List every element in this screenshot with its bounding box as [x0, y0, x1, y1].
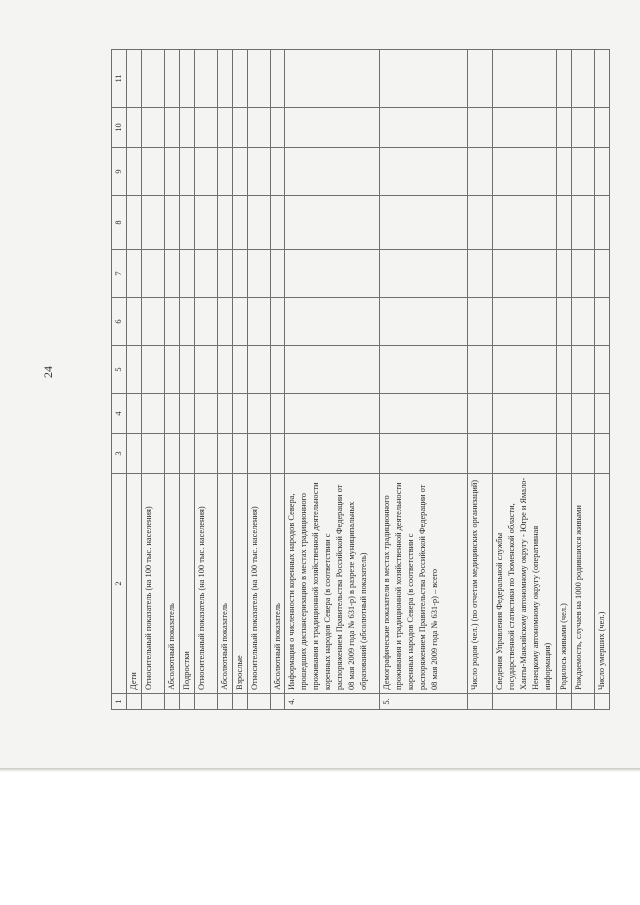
- table-row: [179, 50, 194, 710]
- data-cell: [247, 346, 270, 394]
- data-cell: [380, 298, 468, 346]
- row-label-cell: Абсолютный показатель: [164, 474, 179, 694]
- row-label-cell: Информация о численности коренных народов Севера, прошедших диспансеризацию в местах традиционного проживания и традиционной хозяйственной деятельности коренных народов Севера (в соответствии с распоряжением Правительства Российской Федерации от 08 мая 2009 года № 631-р) в разрезе муниципальных образований (абсолютный показатель): [285, 474, 380, 694]
- data-cell: [217, 298, 232, 346]
- data-cell: [232, 434, 247, 474]
- data-cell: [270, 434, 285, 474]
- data-cell: [232, 394, 247, 434]
- data-cell: [141, 434, 164, 474]
- data-cell: [468, 50, 493, 108]
- row-label-cell: Абсолютный показатель: [217, 474, 232, 694]
- column-header: 9: [112, 148, 127, 196]
- data-cell: [141, 346, 164, 394]
- data-cell: [572, 108, 595, 148]
- row-label-cell: Демографические показатели в местах традиционного проживания и традиционной хозяйственной деятельности коренных народов Севера (в соответствии с распоряжением Правительства Российской Федерации от 08 мая 2009 года № 631-р) – всего: [380, 474, 468, 694]
- data-cell: [126, 346, 141, 394]
- data-cell: [164, 148, 179, 196]
- data-cell: [164, 196, 179, 250]
- data-cell: [285, 346, 380, 394]
- table-row: [194, 50, 217, 710]
- data-cell: [247, 196, 270, 250]
- data-cell: [126, 196, 141, 250]
- table-row: [247, 50, 270, 710]
- data-cell: [595, 196, 610, 250]
- table-row: [217, 50, 232, 710]
- data-cell: [380, 50, 468, 108]
- data-cell: [179, 50, 194, 108]
- data-cell: [285, 108, 380, 148]
- table-row: [141, 50, 164, 710]
- data-cell: [468, 250, 493, 298]
- data-cell: [572, 434, 595, 474]
- data-cell: [557, 394, 572, 434]
- row-number-cell: [493, 694, 557, 710]
- table-row: [595, 50, 610, 710]
- data-cell: [126, 50, 141, 108]
- data-cell: [141, 148, 164, 196]
- data-cell: [493, 298, 557, 346]
- data-cell: [380, 434, 468, 474]
- row-label-cell: Дети: [126, 474, 141, 694]
- row-number-cell: [557, 694, 572, 710]
- data-cell: [380, 346, 468, 394]
- data-cell: [194, 50, 217, 108]
- row-label-cell: Подростки: [179, 474, 194, 694]
- data-cell: [572, 250, 595, 298]
- data-cell: [468, 298, 493, 346]
- data-cell: [194, 148, 217, 196]
- data-cell: [247, 394, 270, 434]
- data-cell: [468, 434, 493, 474]
- data-cell: [595, 394, 610, 434]
- row-label-cell: Взрослые: [232, 474, 247, 694]
- data-cell: [164, 108, 179, 148]
- data-cell: [164, 298, 179, 346]
- data-cell: [232, 298, 247, 346]
- data-cell: [557, 108, 572, 148]
- row-number-cell: [232, 694, 247, 710]
- table-body: [126, 50, 609, 710]
- data-cell: [141, 298, 164, 346]
- data-cell: [232, 108, 247, 148]
- row-number-cell: 4.: [285, 694, 380, 710]
- table-row: [232, 50, 247, 710]
- data-cell: [380, 108, 468, 148]
- column-header: 11: [112, 50, 127, 108]
- data-cell: [126, 250, 141, 298]
- data-cell: [247, 434, 270, 474]
- data-cell: [164, 434, 179, 474]
- data-cell: [380, 250, 468, 298]
- data-cell: [194, 250, 217, 298]
- data-table: [111, 49, 610, 710]
- column-header: 1: [112, 694, 127, 710]
- data-cell: [380, 196, 468, 250]
- data-cell: [141, 196, 164, 250]
- table-region: [111, 50, 607, 710]
- data-cell: [232, 50, 247, 108]
- data-cell: [468, 394, 493, 434]
- data-cell: [572, 346, 595, 394]
- data-cell: [141, 250, 164, 298]
- row-label-cell: Сведения Управления Федеральной службы государственной статистики по Тюменской области, Ханты-Мансийскому автономному округу - Югре и Ямало-Ненецкому автономному округу (оперативная информация): [493, 474, 557, 694]
- data-cell: [493, 50, 557, 108]
- data-cell: [557, 148, 572, 196]
- data-cell: [179, 148, 194, 196]
- data-cell: [557, 298, 572, 346]
- data-cell: [232, 346, 247, 394]
- column-header: 8: [112, 196, 127, 250]
- column-header: 3: [112, 434, 127, 474]
- data-cell: [493, 148, 557, 196]
- column-header: 4: [112, 394, 127, 434]
- page-bottom-edge: [0, 768, 640, 772]
- data-cell: [126, 148, 141, 196]
- column-header: 5: [112, 346, 127, 394]
- data-cell: [595, 148, 610, 196]
- row-label-cell: Число родов (чел.) (по отчетам медицинских организаций): [468, 474, 493, 694]
- data-cell: [270, 50, 285, 108]
- data-cell: [194, 434, 217, 474]
- data-cell: [126, 298, 141, 346]
- column-header: 6: [112, 298, 127, 346]
- data-cell: [468, 196, 493, 250]
- data-cell: [179, 108, 194, 148]
- data-cell: [285, 394, 380, 434]
- data-cell: [217, 50, 232, 108]
- data-cell: [126, 394, 141, 434]
- data-cell: [493, 346, 557, 394]
- data-cell: [595, 298, 610, 346]
- data-cell: [557, 196, 572, 250]
- row-number-cell: [595, 694, 610, 710]
- row-label-cell: Рождаемость, случаев на 1000 родившихся живыми: [572, 474, 595, 694]
- data-cell: [164, 394, 179, 434]
- row-label-cell: Абсолютный показатель: [270, 474, 285, 694]
- data-cell: [595, 50, 610, 108]
- data-cell: [270, 108, 285, 148]
- data-cell: [285, 196, 380, 250]
- data-cell: [557, 50, 572, 108]
- table-row: [270, 50, 285, 710]
- table-row: [572, 50, 595, 710]
- data-cell: [179, 196, 194, 250]
- data-cell: [217, 394, 232, 434]
- data-cell: [217, 196, 232, 250]
- data-cell: [595, 434, 610, 474]
- data-cell: [179, 298, 194, 346]
- data-cell: [270, 346, 285, 394]
- row-number-cell: [572, 694, 595, 710]
- data-cell: [285, 148, 380, 196]
- data-cell: [179, 346, 194, 394]
- row-number-cell: [141, 694, 164, 710]
- column-header: 2: [112, 474, 127, 694]
- data-cell: [232, 250, 247, 298]
- data-cell: [285, 250, 380, 298]
- data-cell: [380, 394, 468, 434]
- table-rotated-container: [111, 50, 607, 710]
- data-cell: [179, 250, 194, 298]
- data-cell: [247, 250, 270, 298]
- table-row: [493, 50, 557, 710]
- data-cell: [572, 50, 595, 108]
- data-cell: [285, 50, 380, 108]
- data-cell: [126, 108, 141, 148]
- data-cell: [493, 394, 557, 434]
- data-cell: [572, 298, 595, 346]
- data-cell: [572, 394, 595, 434]
- row-number-cell: [164, 694, 179, 710]
- table-row: [285, 50, 380, 710]
- data-cell: [468, 346, 493, 394]
- data-cell: [141, 394, 164, 434]
- data-cell: [468, 148, 493, 196]
- data-cell: [126, 434, 141, 474]
- data-cell: [194, 346, 217, 394]
- data-cell: [285, 434, 380, 474]
- row-number-cell: [217, 694, 232, 710]
- table-row: [126, 50, 141, 710]
- data-cell: [164, 50, 179, 108]
- data-cell: [179, 394, 194, 434]
- data-cell: [217, 434, 232, 474]
- table-row: [557, 50, 572, 710]
- header-row: [112, 50, 127, 710]
- data-cell: [217, 346, 232, 394]
- data-cell: [194, 196, 217, 250]
- row-number-cell: [194, 694, 217, 710]
- data-cell: [141, 50, 164, 108]
- row-number-cell: [126, 694, 141, 710]
- data-cell: [380, 148, 468, 196]
- table-row: [380, 50, 468, 710]
- data-cell: [468, 108, 493, 148]
- row-label-cell: Число умерших (чел.): [595, 474, 610, 694]
- data-cell: [217, 108, 232, 148]
- data-cell: [164, 250, 179, 298]
- data-cell: [595, 346, 610, 394]
- data-cell: [247, 148, 270, 196]
- row-number-cell: [247, 694, 270, 710]
- row-label-cell: Относительный показатель (на 100 тыс. населения): [247, 474, 270, 694]
- data-cell: [179, 434, 194, 474]
- data-cell: [493, 108, 557, 148]
- data-cell: [194, 394, 217, 434]
- data-cell: [217, 148, 232, 196]
- data-cell: [270, 196, 285, 250]
- row-number-cell: [179, 694, 194, 710]
- data-cell: [557, 346, 572, 394]
- data-cell: [247, 108, 270, 148]
- row-number-cell: 5.: [380, 694, 468, 710]
- data-cell: [572, 196, 595, 250]
- row-label-cell: Родилось живыми (чел.): [557, 474, 572, 694]
- data-cell: [572, 148, 595, 196]
- data-cell: [557, 250, 572, 298]
- row-number-cell: [468, 694, 493, 710]
- data-cell: [194, 108, 217, 148]
- row-label-cell: Относительный показатель (на 100 тыс. населения): [194, 474, 217, 694]
- data-cell: [285, 298, 380, 346]
- data-cell: [493, 196, 557, 250]
- data-cell: [595, 250, 610, 298]
- data-cell: [247, 50, 270, 108]
- data-cell: [194, 298, 217, 346]
- data-cell: [232, 196, 247, 250]
- row-number-cell: [270, 694, 285, 710]
- table-row: [164, 50, 179, 710]
- data-cell: [270, 394, 285, 434]
- data-cell: [247, 298, 270, 346]
- page-number: 24: [41, 366, 55, 378]
- data-cell: [270, 148, 285, 196]
- data-cell: [141, 108, 164, 148]
- data-cell: [232, 148, 247, 196]
- column-header: 7: [112, 250, 127, 298]
- data-cell: [164, 346, 179, 394]
- data-cell: [493, 250, 557, 298]
- data-cell: [217, 250, 232, 298]
- table-row: [468, 50, 493, 710]
- data-cell: [493, 434, 557, 474]
- column-header: 10: [112, 108, 127, 148]
- data-cell: [270, 298, 285, 346]
- data-cell: [270, 250, 285, 298]
- row-label-cell: Относительный показатель (на 100 тыс. населения): [141, 474, 164, 694]
- data-cell: [595, 108, 610, 148]
- data-cell: [557, 434, 572, 474]
